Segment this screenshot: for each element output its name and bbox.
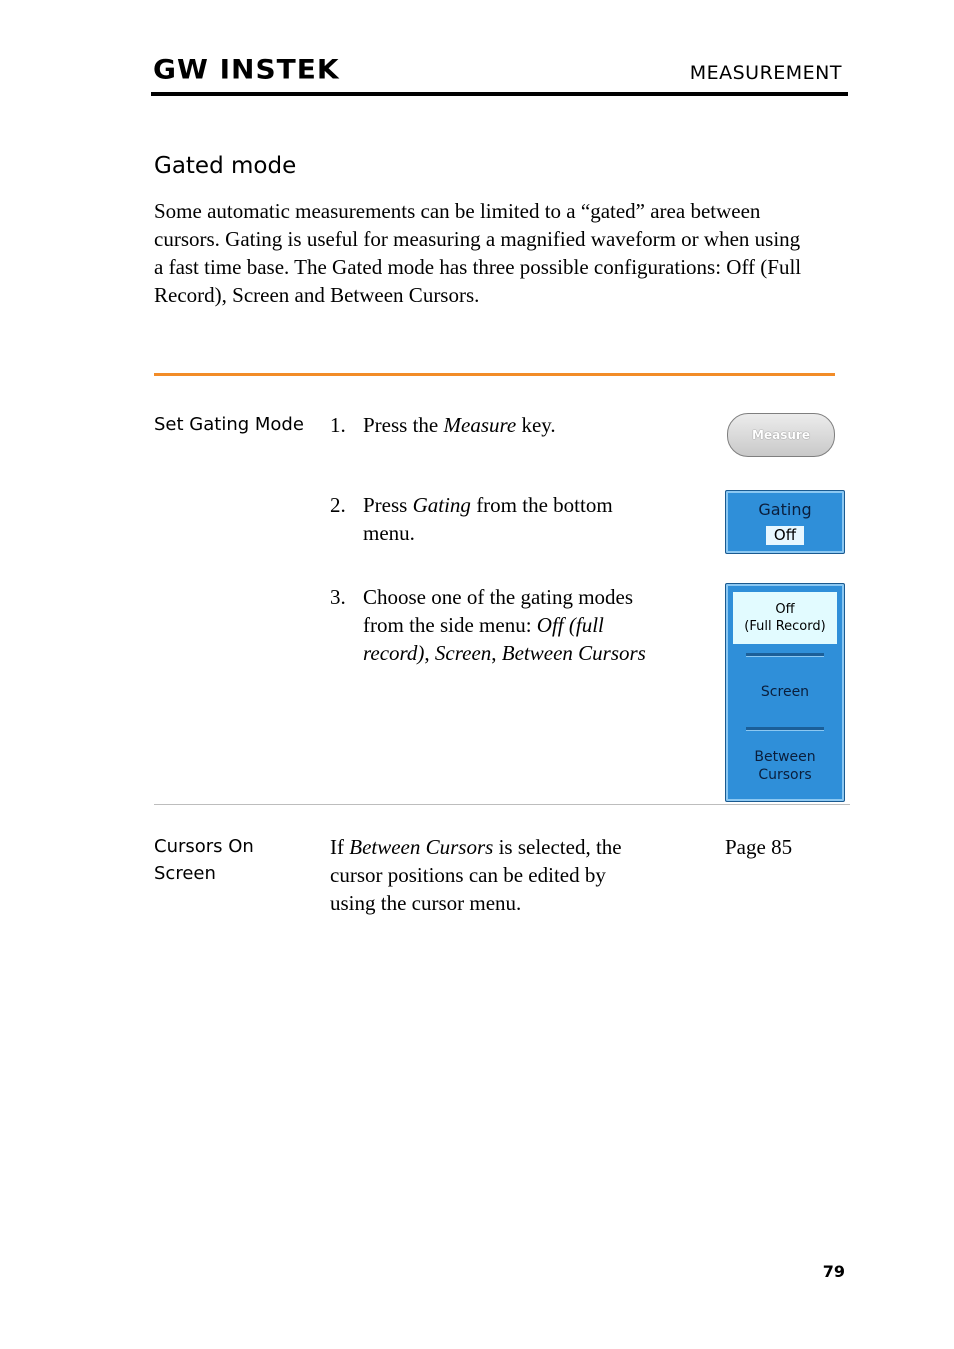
gating-button-title: Gating — [758, 500, 812, 519]
step-text: from the side menu: — [363, 613, 537, 637]
set-gating-label: Set Gating Mode — [154, 414, 304, 435]
brand-logo: GW INSTEK — [153, 53, 340, 86]
intro-paragraph: Some automatic measurements can be limited to a “gated” area between cursors. Gating is useful for measuring a magnified waveform or when using a fast time base. The Gated mode has three possible configurations: Off (Full Record), Screen and Between Cursors. — [154, 199, 802, 307]
side-menu-label: Off — [775, 602, 795, 617]
separator: , — [424, 641, 435, 665]
step-text: Press the — [363, 413, 444, 437]
gating-button-value: Off — [766, 526, 804, 545]
measure-key-button[interactable]: Measure — [727, 413, 835, 457]
desc-text: using the cursor menu. — [330, 891, 522, 915]
gating-menu-button[interactable] — [725, 490, 845, 554]
section-divider — [154, 373, 835, 376]
step-text: Press — [363, 493, 413, 517]
label-line: Cursors On — [154, 836, 254, 857]
cursors-on-screen-label — [154, 833, 254, 887]
side-menu-item-off-full-record[interactable] — [733, 592, 837, 644]
step-key-name: Gating — [412, 493, 471, 517]
side-menu-item-between-cursors[interactable] — [726, 748, 844, 784]
option-name: record) — [363, 641, 425, 665]
desc-text: If — [330, 835, 350, 859]
page-reference-link[interactable]: Page 85 — [725, 835, 793, 859]
step-text: menu. — [363, 521, 415, 545]
step-3 — [330, 583, 710, 673]
step-key-name: Measure — [443, 413, 517, 437]
side-menu-label: (Full Record) — [744, 619, 826, 634]
desc-text: cursor positions can be edited by — [330, 863, 606, 887]
step-2 — [330, 491, 710, 551]
header-rule — [151, 92, 848, 96]
side-menu-label: Between — [754, 749, 816, 765]
page-number: 79 — [822, 1262, 845, 1281]
option-name: Screen — [434, 641, 492, 665]
option-name: Between Cursors — [501, 641, 646, 665]
page-heading: Gated mode — [154, 153, 297, 179]
step-text: from the bottom — [470, 493, 613, 517]
step-number: 3. — [330, 585, 346, 609]
step-number: 1. — [330, 413, 346, 437]
option-name: Between Cursors — [349, 835, 494, 859]
option-name: Off (full — [536, 613, 604, 637]
step-number: 2. — [330, 493, 346, 517]
side-menu-item-screen[interactable]: Screen — [760, 684, 810, 700]
side-menu-label: Cursors — [758, 767, 812, 783]
label-line: Screen — [154, 863, 216, 884]
table-divider — [154, 804, 850, 805]
side-menu-divider — [746, 727, 824, 731]
separator: , — [491, 641, 502, 665]
step-text: key. — [516, 413, 556, 437]
step-text: Choose one of the gating modes — [363, 585, 634, 609]
section-title: MEASUREMENT — [689, 62, 842, 84]
side-menu-divider — [746, 653, 824, 657]
step-1 — [330, 411, 710, 441]
gating-side-menu — [725, 583, 845, 802]
cursors-on-screen-description — [330, 833, 710, 923]
desc-text: is selected, the — [493, 835, 622, 859]
